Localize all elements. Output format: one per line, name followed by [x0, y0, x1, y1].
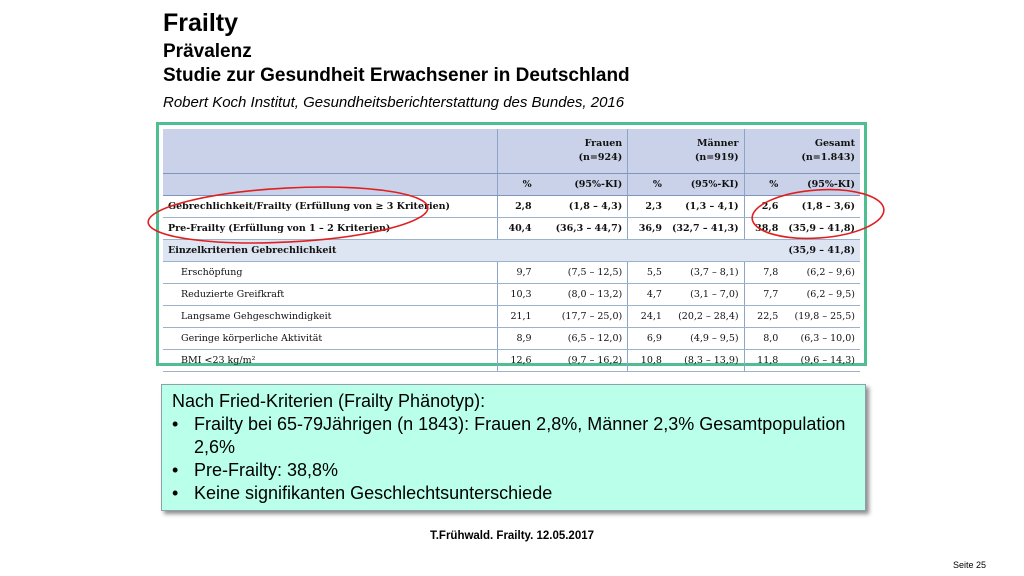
cell-value: 8,9: [497, 328, 536, 350]
cell-value: 4,7: [628, 284, 667, 306]
header-group-gesamt: Gesamt (n=1.843): [744, 129, 860, 174]
cell-value: 2,3: [628, 196, 667, 218]
footer-citation: T.Frühwald. Frailty. 12.05.2017: [429, 530, 595, 542]
bullet-icon: •: [172, 414, 179, 434]
cell-value: 7,7: [744, 284, 783, 306]
table-row-frailty: [163, 196, 860, 218]
cell-ci: (19,8 – 25,5): [783, 306, 860, 328]
section-value: (35,9 – 41,8): [783, 240, 860, 262]
cell-ci: (20,2 – 28,4): [667, 306, 744, 328]
cell-ci: (1,8 – 4,3): [537, 196, 628, 218]
list-item: [172, 413, 855, 459]
table-section-row: [163, 240, 860, 262]
header-percent: %: [497, 174, 536, 196]
table-row: [163, 262, 860, 284]
row-label: Reduzierte Greifkraft: [163, 284, 497, 306]
row-label: BMI <23 kg/m²: [163, 350, 497, 372]
row-label: Pre-Frailty (Erfüllung von 1 – 2 Kriterien): [163, 218, 497, 240]
cell-value: 8,0: [744, 328, 783, 350]
cell-value: 40,4: [497, 218, 536, 240]
cell-value: 10,3: [497, 284, 536, 306]
cell-ci: (7,5 – 12,5): [537, 262, 628, 284]
prevalence-table: [163, 129, 860, 372]
cell-ci: (1,3 – 4,1): [667, 196, 744, 218]
cell-ci: (6,3 – 10,0): [783, 328, 860, 350]
page-number: Seite 25: [952, 560, 986, 570]
cell-ci: (4,9 – 9,5): [667, 328, 744, 350]
bullet-icon: •: [172, 483, 179, 503]
section-label: Einzelkriterien Gebrechlichkeit: [163, 240, 783, 262]
cell-value: 24,1: [628, 306, 667, 328]
cell-ci: (6,5 – 12,0): [537, 328, 628, 350]
cell-ci: (6,2 – 9,6): [783, 262, 860, 284]
header-group-maenner: Männer (n=919): [628, 129, 744, 174]
cell-value: 10,8: [628, 350, 667, 372]
table-row-prefrailty: [163, 218, 860, 240]
row-label: Geringe körperliche Aktivität: [163, 328, 497, 350]
list-item-text: Frailty bei 65-79Jährigen (n 1843): Frauen 2,8%, Männer 2,3% Gesamtpopulation 2,6%: [194, 414, 846, 457]
cell-ci: (36,3 – 44,7): [537, 218, 628, 240]
cell-value: 38,8: [744, 218, 783, 240]
cell-value: 2,6: [744, 196, 783, 218]
header-percent: %: [628, 174, 667, 196]
row-label: Langsame Gehgeschwindigkeit: [163, 306, 497, 328]
summary-lead: Nach Fried-Kriterien (Frailty Phänotyp):: [172, 391, 486, 411]
cell-ci: (8,0 – 13,2): [537, 284, 628, 306]
slide-subtitle: Prävalenz: [163, 41, 252, 62]
summary-list: [172, 413, 855, 505]
header-blank: [163, 174, 497, 196]
bullet-icon: •: [172, 460, 179, 480]
cell-value: 6,9: [628, 328, 667, 350]
cell-value: 5,5: [628, 262, 667, 284]
study-title: Studie zur Gesundheit Erwachsener in Deutschland: [163, 65, 630, 86]
prevalence-table-frame: [156, 122, 867, 366]
header-blank: [163, 129, 497, 174]
table-row: [163, 284, 860, 306]
list-item: [172, 482, 855, 505]
cell-value: 7,8: [744, 262, 783, 284]
cell-ci: (8,3 – 13,9): [667, 350, 744, 372]
header-percent: %: [744, 174, 783, 196]
list-item-text: Keine signifikanten Geschlechtsunterschiede: [194, 483, 553, 503]
cell-value: 12,6: [497, 350, 536, 372]
cell-ci: (9,7 – 16,2): [537, 350, 628, 372]
cell-ci: (9,6 – 14,3): [783, 350, 860, 372]
cell-value: 11,8: [744, 350, 783, 372]
header-ci: (95%-KI): [667, 174, 744, 196]
cell-value: 2,8: [497, 196, 536, 218]
row-label: Erschöpfung: [163, 262, 497, 284]
cell-value: 22,5: [744, 306, 783, 328]
cell-ci: (35,9 – 41,8): [783, 218, 860, 240]
cell-ci: (1,8 – 3,6): [783, 196, 860, 218]
summary-box: [161, 384, 866, 511]
list-item-text: Pre-Frailty: 38,8%: [194, 460, 339, 480]
table-header-units: [163, 174, 860, 196]
header-group-frauen: Frauen (n=924): [497, 129, 627, 174]
cell-value: 9,7: [497, 262, 536, 284]
table-row: [163, 328, 860, 350]
slide-title: Frailty: [163, 9, 239, 37]
cell-value: 21,1: [497, 306, 536, 328]
cell-value: 36,9: [628, 218, 667, 240]
row-label: Gebrechlichkeit/Frailty (Erfüllung von ≥ 3 Kriterien): [163, 196, 497, 218]
table-header-groups: [163, 129, 860, 174]
cell-ci: (32,7 – 41,3): [667, 218, 744, 240]
cell-ci: (3,1 – 7,0): [667, 284, 744, 306]
header-ci: (95%-KI): [537, 174, 628, 196]
header-ci: (95%-KI): [783, 174, 860, 196]
table-row: [163, 350, 860, 372]
source-line: Robert Koch Institut, Gesundheitsberichterstattung des Bundes, 2016: [163, 94, 625, 111]
cell-ci: (6,2 – 9,5): [783, 284, 860, 306]
list-item: [172, 459, 855, 482]
table-row: [163, 306, 860, 328]
cell-ci: (3,7 – 8,1): [667, 262, 744, 284]
cell-ci: (17,7 – 25,0): [537, 306, 628, 328]
